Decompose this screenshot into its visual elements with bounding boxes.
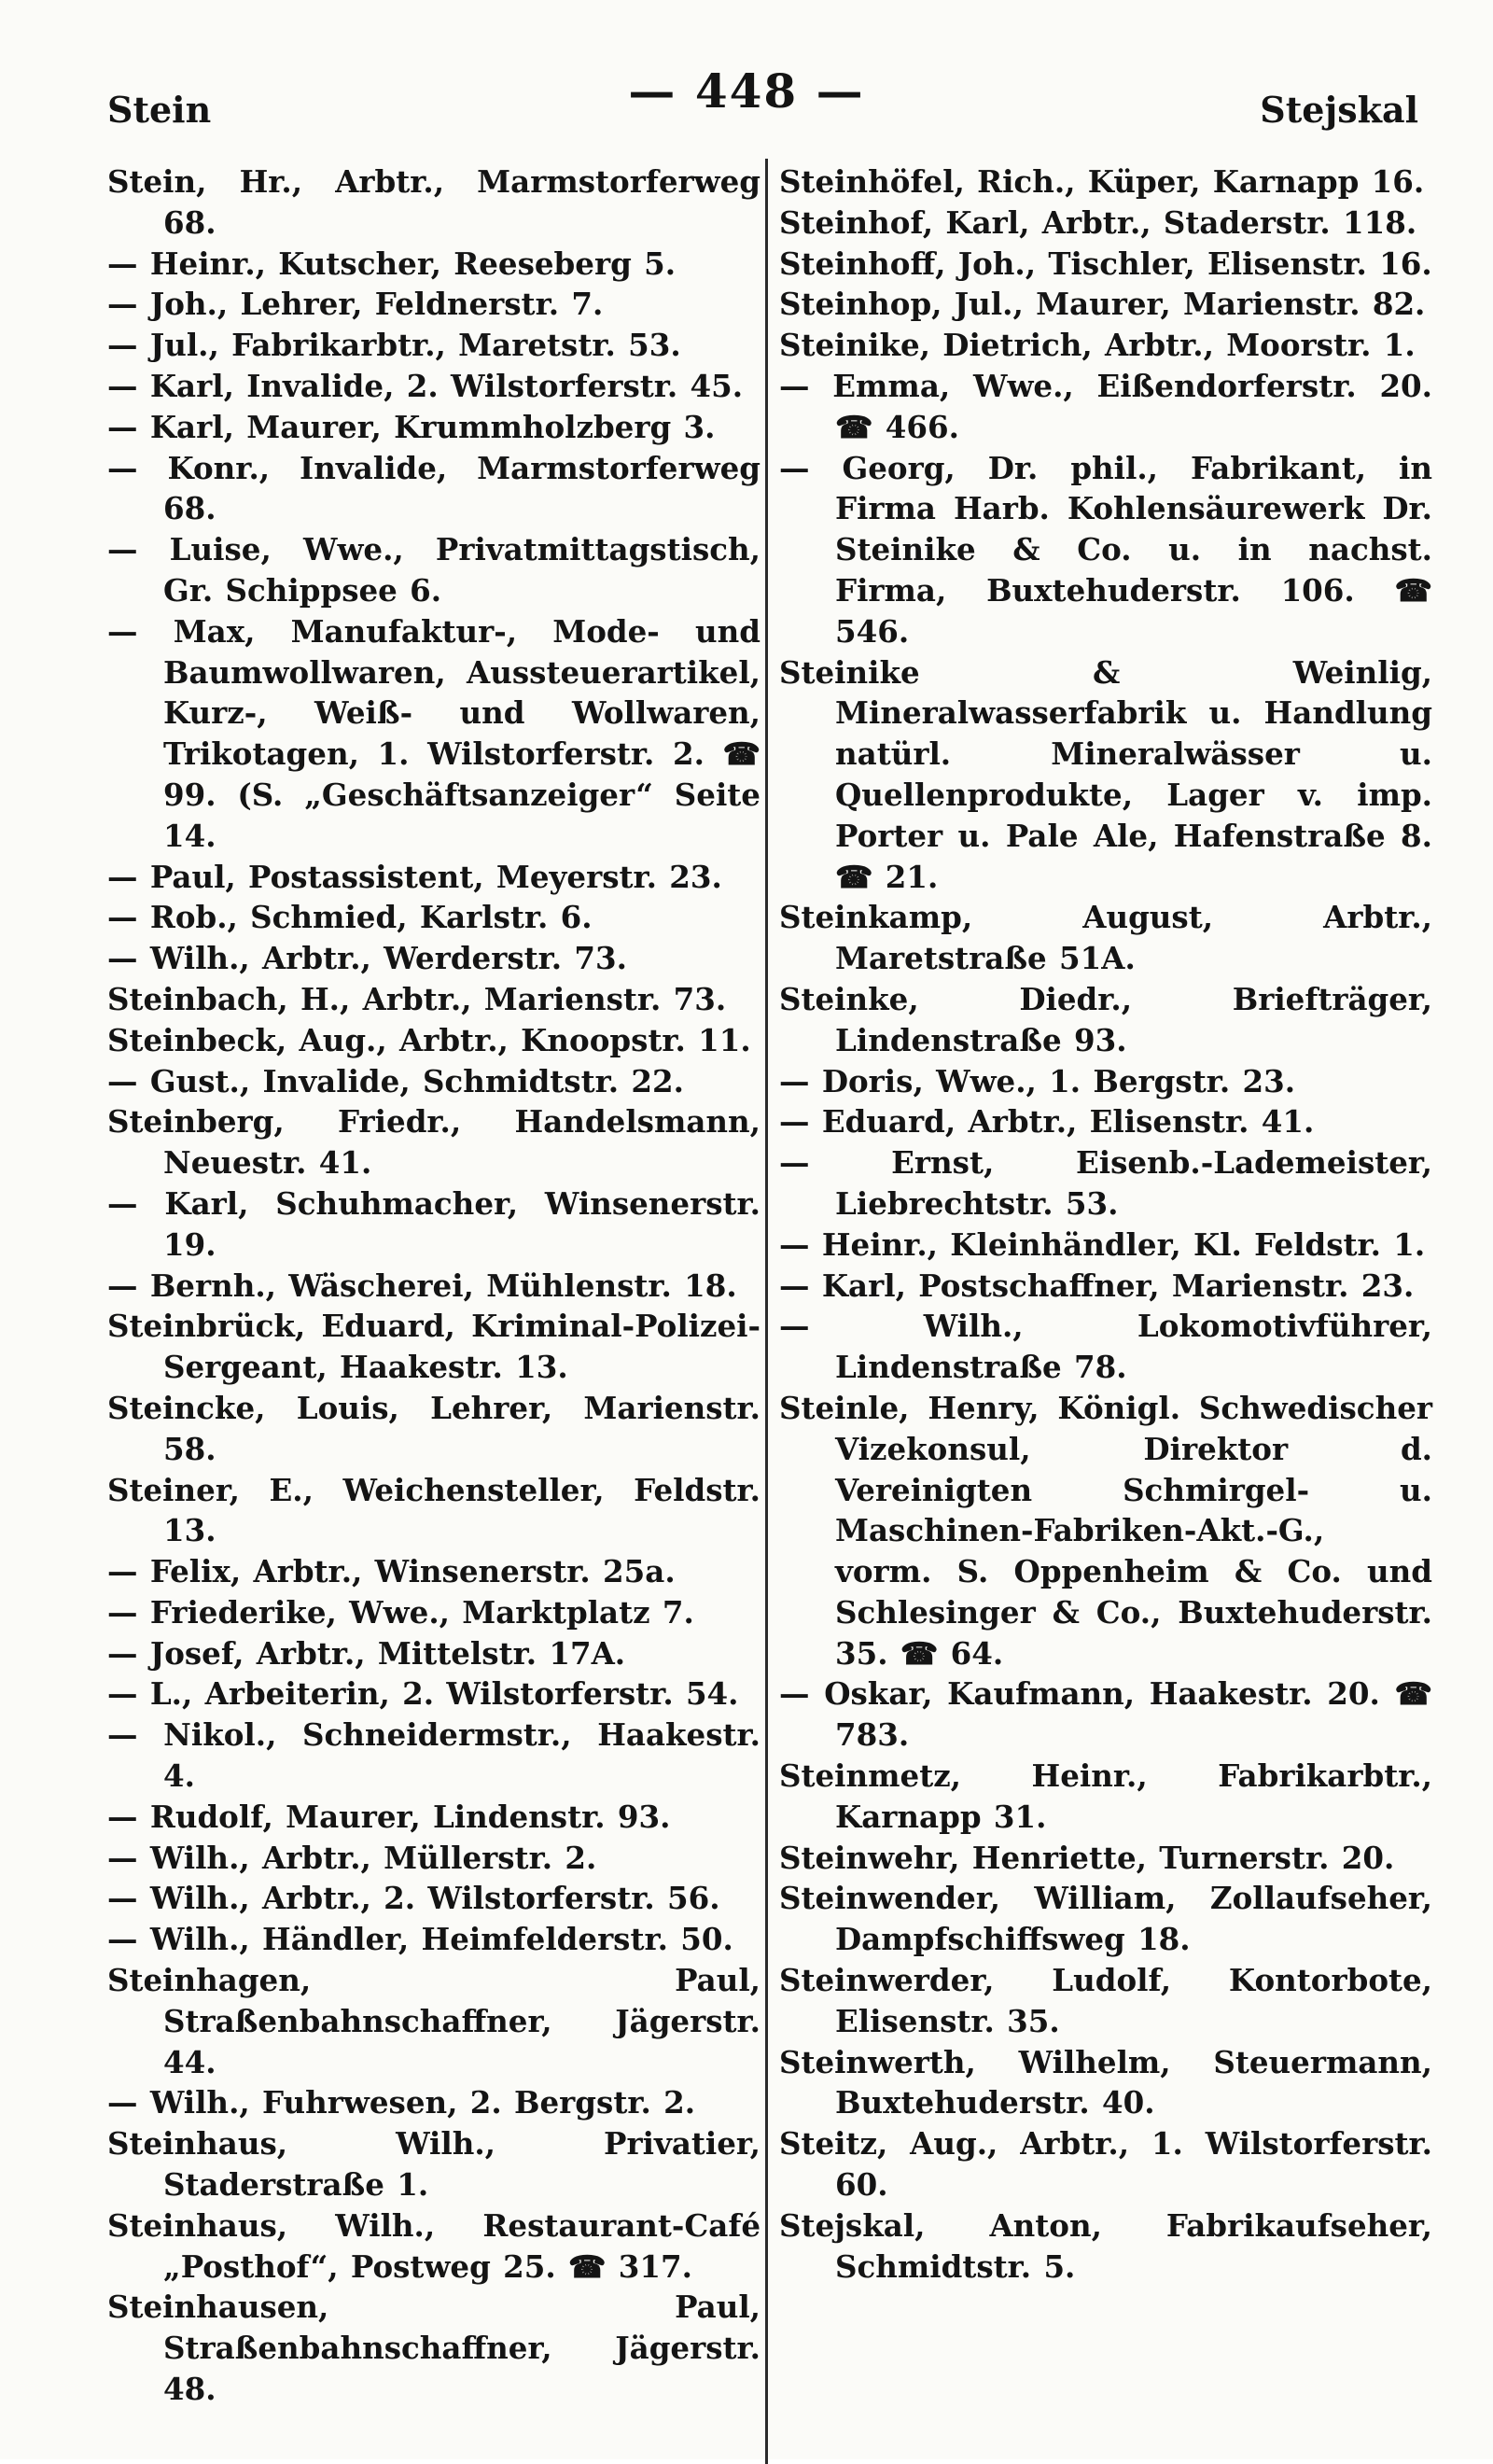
directory-entry: Steinhop, Jul., Maurer, Marienstr. 82.	[779, 286, 1426, 323]
column-divider	[765, 159, 768, 2464]
directory-entry: — Heinr., Kutscher, Reeseberg 5.	[107, 245, 677, 282]
directory-entry: — Wilh., Arbtr., Müllerstr. 2.	[107, 1839, 597, 1876]
directory-entry: Steinike & Weinlig, Mineralwasserfabrik u. Handlung natürl. Mineralwässer u. Quellenprodukte, Lager v. imp. Porter u. Pale Ale, Hafenstraße 8. ☎ 21.	[779, 653, 1432, 895]
directory-entry: Steinle, Henry, Königl. Schwedischer Vizekonsul, Direktor d. Vereinigten Schmirgel- u. Maschinen-Fabriken-Akt.-G., vorm. S. Oppenheim & Co. und Schlesinger & Co., Buxtehuderstr. 35. ☎ 64.	[779, 1389, 1432, 1672]
directory-entry: — Max, Manufaktur-, Mode- und Baumwollwaren, Aussteuerartikel, Kurz-, Weiß- und Wollwaren, Trikotagen, 1. Wilstorferstr. 2. ☎ 99. (S. „Geschäftsanzeiger“ Seite 14.	[107, 612, 760, 854]
directory-entry: — Felix, Arbtr., Winsenerstr. 25a.	[107, 1553, 676, 1590]
directory-entry: — Nikol., Schneidermstr., Haakestr. 4.	[107, 1716, 760, 1795]
directory-entry: — Karl, Postschaffner, Marienstr. 23.	[779, 1267, 1415, 1304]
directory-entry: Steitz, Aug., Arbtr., 1. Wilstorferstr. 60.	[779, 2125, 1432, 2204]
left-column	[107, 161, 760, 2410]
directory-entry: — Friederike, Wwe., Marktplatz 7.	[107, 1593, 694, 1631]
directory-entry: Steinberg, Friedr., Handelsmann, Neuestr. 41.	[107, 1103, 760, 1182]
directory-entry: Steinhof, Karl, Arbtr., Staderstr. 118.	[779, 203, 1417, 241]
directory-entry: Steinhagen, Paul, Straßenbahnschaffner, Jägerstr. 44.	[107, 1962, 760, 2080]
directory-entry: — Emma, Wwe., Eißendorferstr. 20. ☎ 466.	[779, 367, 1432, 445]
directory-entry: — Ernst, Eisenb.-Lademeister, Liebrechtstr. 53.	[779, 1144, 1432, 1222]
directory-entry: Steinbeck, Aug., Arbtr., Knoopstr. 11.	[107, 1021, 751, 1058]
right-column	[779, 161, 1432, 2287]
directory-entry: — Konr., Invalide, Marmstorferweg 68.	[107, 449, 760, 527]
directory-entry: — Wilh., Händler, Heimfelderstr. 50.	[107, 1921, 733, 1958]
directory-entry: — Joh., Lehrer, Feldnerstr. 7.	[107, 286, 604, 323]
directory-entry: — Doris, Wwe., 1. Bergstr. 23.	[779, 1062, 1296, 1099]
directory-entry: — Bernh., Wäscherei, Mühlenstr. 18.	[107, 1267, 737, 1304]
directory-entry: — Jul., Fabrikarbtr., Maretstr. 53.	[107, 327, 681, 364]
directory-entry: — Eduard, Arbtr., Elisenstr. 41.	[779, 1103, 1315, 1141]
directory-entry: — L., Arbeiterin, 2. Wilstorferstr. 54.	[107, 1675, 739, 1713]
directory-entry: — Karl, Schuhmacher, Winsenerstr. 19.	[107, 1184, 760, 1263]
directory-entry: — Wilh., Lokomotivführer, Lindenstraße 78.	[779, 1308, 1432, 1386]
directory-entry: Steinhausen, Paul, Straßenbahnschaffner, Jägerstr. 48.	[107, 2289, 760, 2408]
directory-entry: — Rudolf, Maurer, Lindenstr. 93.	[107, 1798, 671, 1835]
directory-entry: Steinbach, H., Arbtr., Marienstr. 73.	[107, 980, 727, 1017]
directory-entry: — Heinr., Kleinhändler, Kl. Feldstr. 1.	[779, 1225, 1426, 1263]
directory-entry: Steinhöfel, Rich., Küper, Karnapp 16.	[779, 163, 1425, 200]
directory-entry: Steinkamp, August, Arbtr., Maretstraße 51A.	[779, 899, 1432, 977]
directory-entry: — Rob., Schmied, Karlstr. 6.	[107, 899, 593, 936]
directory-entry: Steinwerder, Ludolf, Kontorbote, Elisenstr. 35.	[779, 1962, 1432, 2039]
directory-entry: — Gust., Invalide, Schmidtstr. 22.	[107, 1062, 684, 1099]
directory-entry: Steinhaus, Wilh., Privatier, Staderstraße 1.	[107, 2125, 760, 2204]
directory-entry: — Wilh., Arbtr., 2. Wilstorferstr. 56.	[107, 1880, 720, 1917]
directory-entry: Steinike, Dietrich, Arbtr., Moorstr. 1.	[779, 327, 1416, 364]
directory-entry: Steinwerth, Wilhelm, Steuermann, Buxtehuderstr. 40.	[779, 2043, 1432, 2121]
directory-entry: Steinhoff, Joh., Tischler, Elisenstr. 16.	[779, 245, 1432, 282]
directory-entry: Steinmetz, Heinr., Fabrikarbtr., Karnapp 31.	[779, 1757, 1432, 1835]
directory-entry: Steinwehr, Henriette, Turnerstr. 20.	[779, 1839, 1395, 1876]
directory-entry: — Wilh., Arbtr., Werderstr. 73.	[107, 940, 627, 977]
directory-entry: — Georg, Dr. phil., Fabrikant, in Firma Harb. Kohlensäurewerk Dr. Steinike & Co. u. in nachst. Firma, Buxtehuderstr. 106. ☎ 546.	[779, 449, 1432, 650]
directory-entry: — Wilh., Fuhrwesen, 2. Bergstr. 2.	[107, 2084, 696, 2121]
running-head-left: Stein	[107, 89, 212, 131]
directory-entry: Steinke, Diedr., Briefträger, Lindenstraße 93.	[779, 980, 1432, 1058]
directory-entry: — Karl, Invalide, 2. Wilstorferstr. 45.	[107, 367, 744, 404]
directory-entry: — Luise, Wwe., Privatmittagstisch, Gr. Schippsee 6.	[107, 531, 760, 609]
directory-entry: Steinwender, William, Zollaufseher, Dampfschiffsweg 18.	[779, 1880, 1432, 1958]
directory-entry: Stein, Hr., Arbtr., Marmstorferweg 68.	[107, 163, 760, 241]
directory-entry: Steincke, Louis, Lehrer, Marienstr. 58.	[107, 1389, 760, 1467]
directory-entry: Steinhaus, Wilh., Restaurant-Café „Posthof“, Postweg 25. ☎ 317.	[107, 2206, 760, 2285]
directory-entry: Stejskal, Anton, Fabrikaufseher, Schmidtstr. 5.	[779, 2206, 1432, 2285]
directory-entry: — Oskar, Kaufmann, Haakestr. 20. ☎ 783.	[779, 1675, 1432, 1754]
directory-entry: Steinbrück, Eduard, Kriminal-Polizei-Sergeant, Haakestr. 13.	[107, 1308, 760, 1386]
running-head-right: Stejskal	[1260, 89, 1418, 131]
directory-entry: — Paul, Postassistent, Meyerstr. 23.	[107, 858, 722, 895]
directory-entry: — Karl, Maurer, Krummholzberg 3.	[107, 408, 716, 445]
directory-entry: Steiner, E., Weichensteller, Feldstr. 13.	[107, 1471, 760, 1549]
directory-entry: — Josef, Arbtr., Mittelstr. 17A.	[107, 1634, 626, 1672]
page-number: — 448 —	[628, 63, 865, 119]
